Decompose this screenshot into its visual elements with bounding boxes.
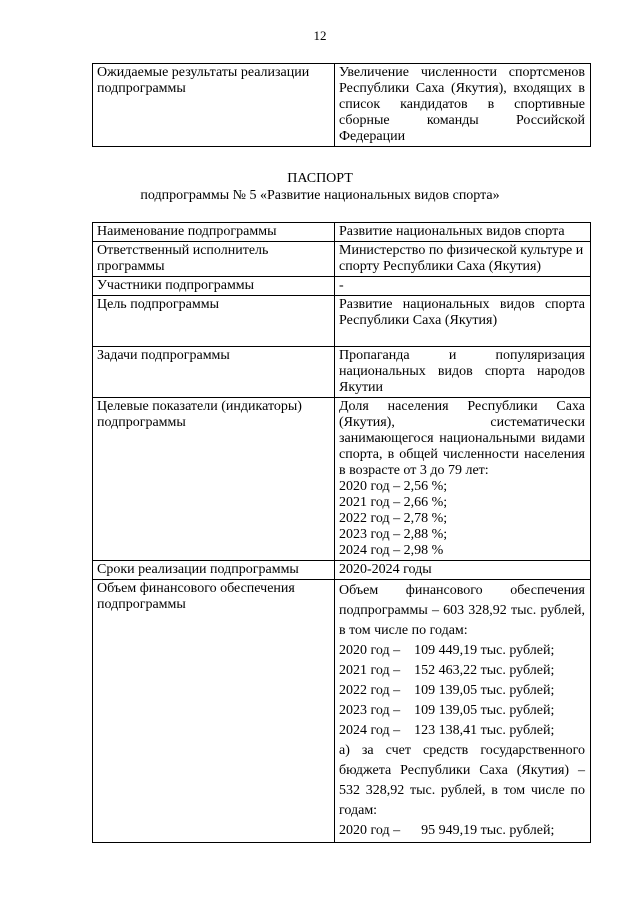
row-label: Сроки реализации подпрограммы [93,561,335,580]
funding-intro: Объем финансового обеспечения подпрограммы – 603 328,92 тыс. рублей, в том числе по годам: [339,583,585,638]
row-label: Задачи подпрограммы [93,347,335,398]
row-value: Пропаганда и популяризация национальных видов спорта народов Якутии [335,347,591,398]
table-row [93,580,591,843]
indicator-year: 2022 год – 2,78 %; [339,511,448,526]
passport-table [92,222,591,843]
row-value: Развитие национальных видов спорта Республики Саха (Якутия) [335,296,591,347]
row-value: 2020-2024 годы [335,561,591,580]
row-label: Участники подпрограммы [93,277,335,296]
row-label: Объем финансового обеспечения подпрограммы [93,580,335,843]
row-value: Увеличение численности спортсменов Республики Саха (Якутия), входящих в список кандидатов в спортивные сборные команды Российской Федерации [335,64,591,147]
indicator-year: 2023 год – 2,88 %; [339,527,448,542]
funding-year: 2024 год – 123 138,41 тыс. рублей; [339,723,555,738]
table-row [93,398,591,561]
indicator-intro: Доля населения Республики Саха (Якутия), систематически занимающегося национальными видами спорта, в общей численности населения в возрасте от 3 до 79 лет: [339,399,585,478]
funding-state-budget: а) за счет средств государственного бюджета Республики Саха (Якутия) – 532 328,92 тыс. рублей, в том числе по годам: [339,743,585,818]
table-row [93,223,591,242]
expected-results-table [92,63,591,147]
row-label: Наименование подпрограммы [93,223,335,242]
row-label: Ответственный исполнитель программы [93,242,335,277]
row-label: Цель подпрограммы [93,296,335,347]
passport-title: ПАСПОРТ [287,171,353,186]
table-row [93,277,591,296]
passport-subtitle: подпрограммы № 5 «Развитие национальных видов спорта» [140,188,500,203]
table-row [93,561,591,580]
funding-year: 2020 год – 109 449,19 тыс. рублей; [339,643,555,658]
passport-heading [0,170,640,204]
funding-year: 2021 год – 152 463,22 тыс. рублей; [339,663,555,678]
table-row [93,296,591,347]
row-value [335,580,591,843]
table-row [93,64,591,147]
page-number: 12 [313,28,327,43]
indicator-year: 2020 год – 2,56 %; [339,479,448,494]
table-row [93,347,591,398]
row-value: Министерство по физической культуре и спорту Республики Саха (Якутия) [335,242,591,277]
indicator-year: 2024 год – 2,98 % [339,543,444,558]
row-label: Ожидаемые результаты реализации подпрограммы [93,64,335,147]
table-row [93,242,591,277]
row-label: Целевые показатели (индикаторы) подпрограммы [93,398,335,561]
row-value [335,398,591,561]
row-value: - [335,277,591,296]
funding-year: 2023 год – 109 139,05 тыс. рублей; [339,703,555,718]
funding-year: 2022 год – 109 139,05 тыс. рублей; [339,683,555,698]
indicator-year: 2021 год – 2,66 %; [339,495,448,510]
funding-state-year: 2020 год – 95 949,19 тыс. рублей; [339,823,555,838]
row-value: Развитие национальных видов спорта [335,223,591,242]
